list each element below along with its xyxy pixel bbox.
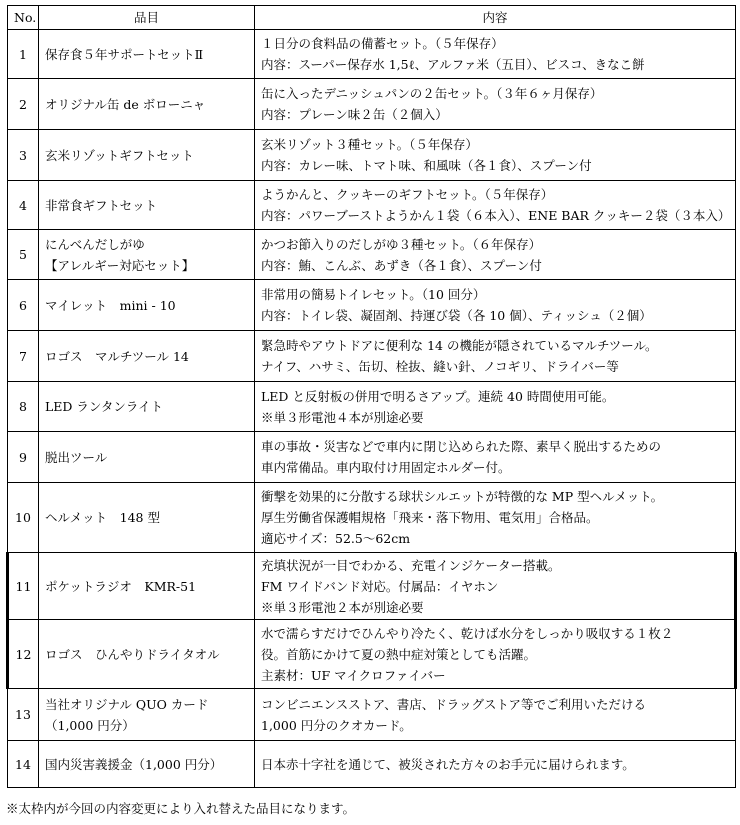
item-name-line: にんべんだしがゆ: [45, 236, 145, 252]
item-name-line: 【アレルギー対応セット】: [45, 257, 195, 273]
item-name-line: ロゴス ひんやりドライタオル: [45, 646, 220, 662]
row-number: 14: [8, 741, 39, 788]
item-content-line: LED と反射板の併用で明るさアップ。連続 40 時間使用可能。: [261, 388, 615, 404]
item-content-line: 水で濡らすだけでひんやり冷たく、乾けば水分をしっかり吸収する１枚２: [261, 625, 674, 641]
item-content: [255, 331, 736, 382]
row-number: 5: [8, 230, 39, 280]
item-name: [39, 181, 255, 230]
item-name: [39, 689, 255, 741]
item-content-line: ナイフ、ハサミ、缶切、栓抜、縫い針、ノコギリ、ドライバー等: [261, 359, 619, 374]
item-content-line: かつお節入りのだしがゆ３種セット。（６年保存）: [261, 236, 542, 252]
header-name: 品目: [39, 6, 255, 30]
item-content: [255, 432, 736, 483]
header-no: No.: [8, 6, 39, 30]
item-name-line: オリジナル缶 de ボローニャ: [45, 96, 206, 112]
item-content-line: 衝撃を効果的に分散する球状シルエットが特徴的な MP 型ヘルメット。: [261, 489, 664, 504]
table-row: [8, 280, 736, 331]
table-row: [8, 331, 736, 382]
item-name: [39, 483, 255, 553]
table-row: [8, 230, 736, 280]
row-number: 9: [8, 432, 39, 483]
item-name: [39, 331, 255, 382]
item-name: [39, 30, 255, 79]
item-name: [39, 79, 255, 130]
item-content-line: 内容：スーパー保存水 1,5ℓ、アルファ米（五目）、ビスコ、きなこ餅: [261, 57, 645, 72]
row-number: 3: [8, 130, 39, 181]
item-content-line: 内容：鮪、こんぶ、あずき（各１食）、スプーン付: [261, 257, 542, 273]
item-content-line: ※単３形電池４本が別途必要: [261, 409, 424, 425]
row-number: 13: [8, 689, 39, 741]
item-content: [255, 382, 736, 432]
item-name: [39, 620, 255, 689]
item-content-line: 玄米リゾット３種セット。（５年保存）: [261, 137, 478, 152]
item-name-line: 国内災害義援金（1,000 円分）: [45, 756, 223, 772]
item-content: [255, 553, 736, 620]
header-content: 内容: [255, 6, 736, 30]
item-name: [39, 432, 255, 483]
item-name-line: 玄米リゾットギフトセット: [45, 147, 194, 163]
item-content-line: 日本赤十字社を通じて、被災された方々のお手元に届けられます。: [261, 756, 635, 772]
footnote: ※太枠内が今回の内容変更により入れ替えた品目になります。: [6, 801, 356, 816]
item-content-line: 内容：トイレ袋、凝固剤、持運び袋（各 10 個）、ティッシュ（２個）: [261, 308, 652, 323]
table-row: [8, 689, 736, 741]
table-row: [8, 30, 736, 79]
item-name-line: LED ランタンライト: [45, 399, 164, 414]
item-name-line: マイレット mini - 10: [45, 297, 176, 313]
item-content: [255, 741, 736, 788]
item-content: [255, 30, 736, 79]
item-content-line: ようかんと、クッキーのギフトセット。（５年保存）: [261, 187, 554, 202]
item-content-line: 車の事故・災害などで車内に閉じ込められた際、素早く脱出するための: [261, 439, 662, 454]
header-row: [8, 6, 736, 30]
row-number: 12: [8, 620, 39, 689]
item-name-line: ポケットラジオ KMR-51: [45, 578, 197, 594]
item-name-line: ロゴス マルチツール 14: [45, 348, 189, 364]
item-content: [255, 620, 736, 689]
table-row: [8, 483, 736, 553]
row-number: 11: [8, 553, 39, 620]
item-name: [39, 280, 255, 331]
table-row: [8, 181, 736, 230]
item-content-line: 主素材：UF マイクロファイバー: [261, 667, 446, 683]
row-number: 6: [8, 280, 39, 331]
item-content-line: １日分の食料品の備蓄セット。（５年保存）: [261, 36, 504, 51]
row-number: 1: [8, 30, 39, 79]
item-content-line: 内容：パワーブーストようかん１袋（６本入）、ENE BAR クッキー２袋（３本入）: [261, 208, 731, 223]
item-name: [39, 741, 255, 788]
item-content-line: 役。首筋にかけて夏の熱中症対策としても活躍。: [261, 646, 537, 662]
item-content: [255, 689, 736, 741]
item-name: [39, 130, 255, 181]
item-content: [255, 483, 736, 553]
item-content-line: 緊急時やアウトドアに便利な 14 の機能が隠されているマルチツール。: [261, 338, 658, 353]
item-name-line: 非常食ギフトセット: [45, 197, 158, 213]
item-content-line: 缶に入ったデニッシュパンの２缶セット。（３年６ヶ月保存）: [261, 86, 603, 101]
row-number: 2: [8, 79, 39, 130]
item-name: [39, 553, 255, 620]
item-content-line: 厚生労働省保護帽規格「飛来・落下物用、電気用」合格品。: [261, 510, 599, 525]
item-content: [255, 280, 736, 331]
table-row: [8, 130, 736, 181]
row-number: 8: [8, 382, 39, 432]
item-content: [255, 230, 736, 280]
item-name-line: 保存食５年サポートセットⅡ: [45, 46, 204, 62]
item-name: [39, 382, 255, 432]
row-number: 4: [8, 181, 39, 230]
item-name: [39, 230, 255, 280]
row-number: 7: [8, 331, 39, 382]
item-name-line: 脱出ツール: [45, 449, 108, 465]
table-row: [8, 432, 736, 483]
item-content: [255, 79, 736, 130]
table-row: [8, 620, 736, 689]
item-content-line: 非常用の簡易トイレセット。（10 回分）: [261, 287, 486, 302]
item-content: [255, 181, 736, 230]
table-row: [8, 382, 736, 432]
table-row: [8, 553, 736, 620]
item-content-line: 充填状況が一目でわかる、充電インジケーター搭載。: [261, 557, 561, 573]
item-content-line: 内容：カレー味、トマト味、和風味（各１食）、スプーン付: [261, 158, 592, 173]
item-name-line: 当社オリジナル QUO カード: [45, 696, 209, 712]
item-content-line: 1,000 円分のクオカード。: [261, 717, 412, 733]
item-content-line: コンビニエンスストア、書店、ドラッグストア等でご利用いただける: [261, 696, 647, 712]
table-row: [8, 79, 736, 130]
item-content-line: 内容：プレーン味２缶（２個入）: [261, 107, 448, 122]
item-name-line: ヘルメット 148 型: [45, 510, 160, 525]
item-content-line: FM ワイドバンド対応。付属品：イヤホン: [261, 578, 499, 594]
item-content-line: 車内常備品。車内取付け用固定ホルダー付。: [261, 460, 511, 475]
table-row: [8, 741, 736, 788]
item-name-line: （1,000 円分）: [45, 717, 135, 733]
item-content: [255, 130, 736, 181]
items-table: [6, 5, 737, 788]
row-number: 10: [8, 483, 39, 553]
item-content-line: 適応サイズ：52.5〜62cm: [261, 531, 411, 546]
item-content-line: ※単３形電池２本が別途必要: [261, 599, 424, 615]
